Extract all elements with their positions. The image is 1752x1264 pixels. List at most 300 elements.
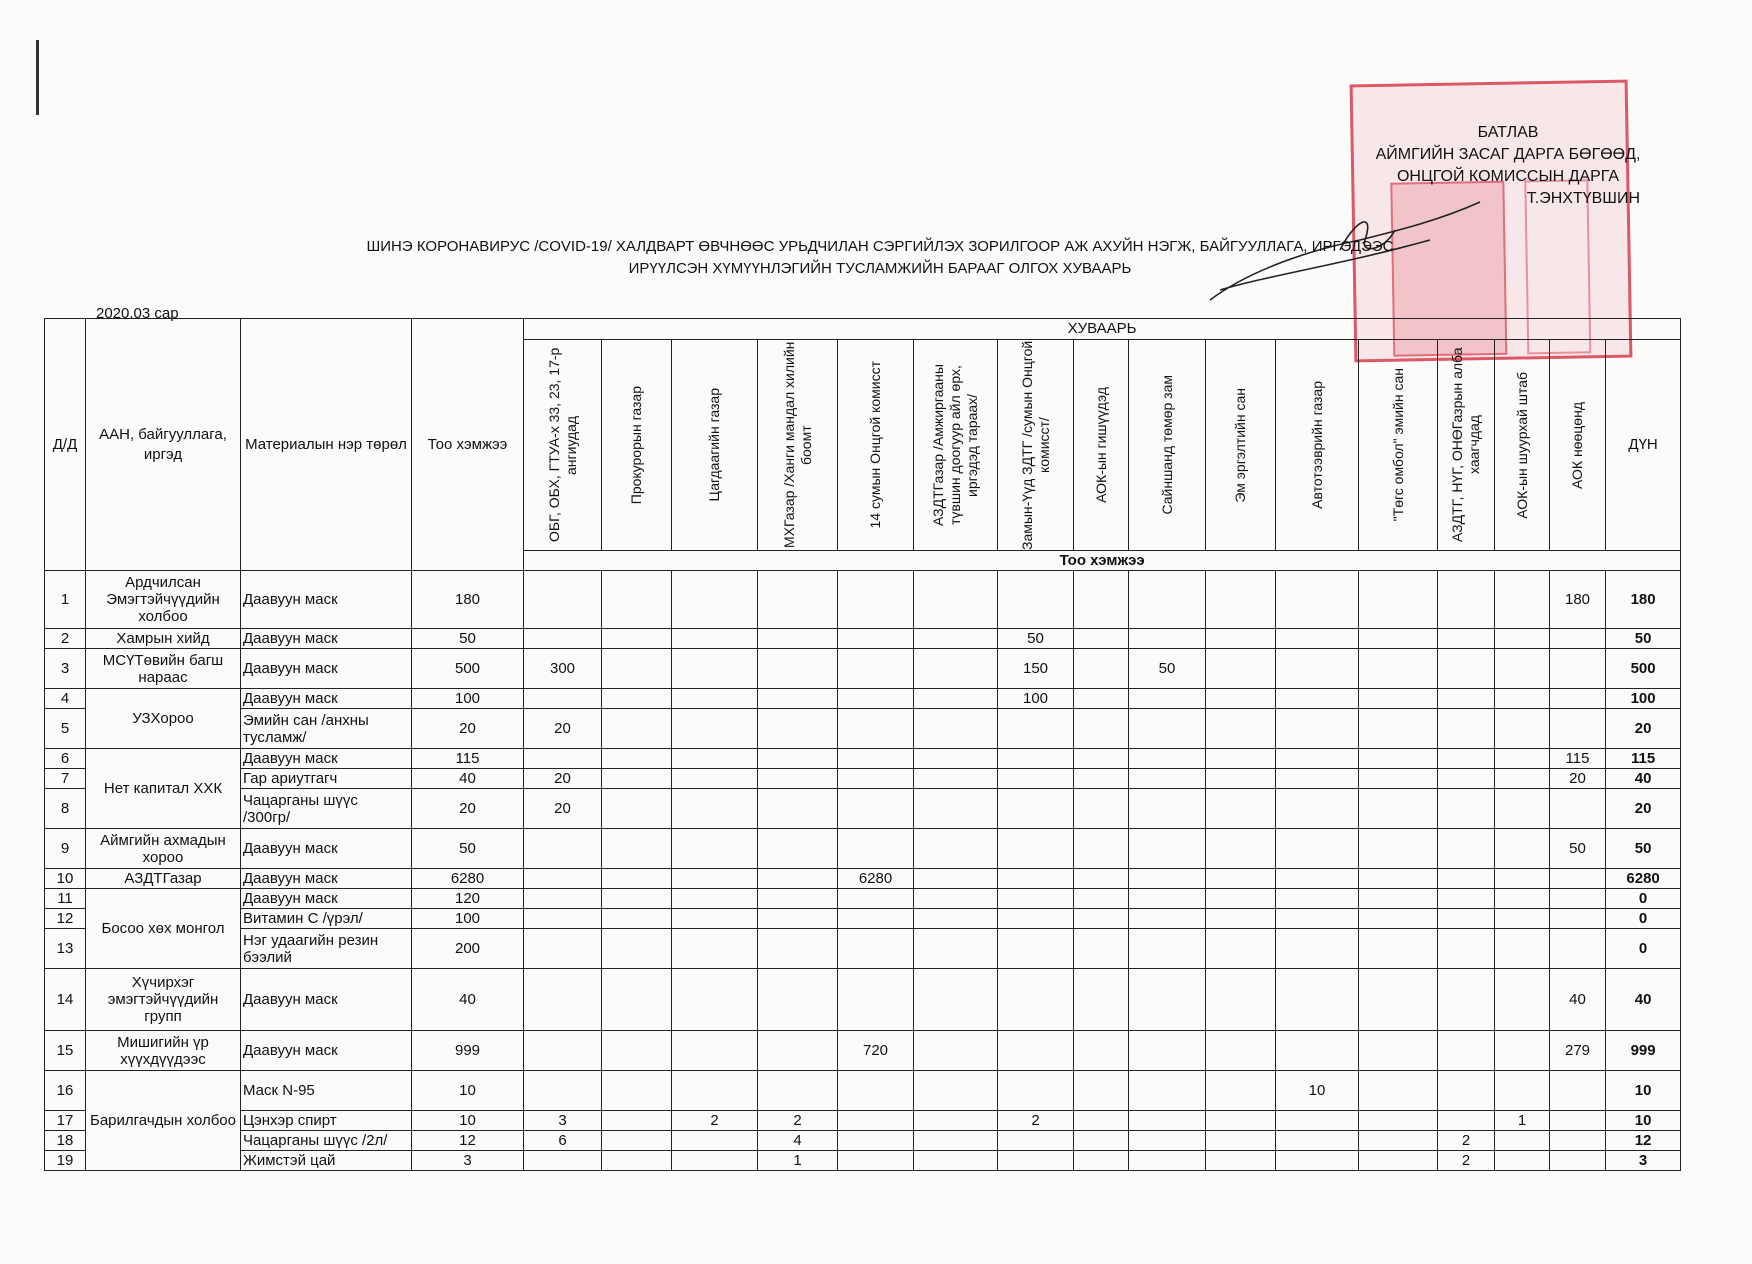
allocation-cell: [1276, 769, 1359, 789]
allocation-cell: [1438, 889, 1495, 909]
material-cell: Цэнхэр спирт: [241, 1111, 412, 1131]
table-row: [45, 889, 1681, 909]
allocation-cell: [672, 709, 758, 749]
material-cell: Даавуун маск: [241, 969, 412, 1031]
header-recipient-label: МХГазар /Ханги мандал хилийн боомт: [780, 341, 814, 549]
allocation-cell: [1438, 789, 1495, 829]
table-row: [45, 769, 1681, 789]
allocation-cell: 20: [524, 769, 602, 789]
allocation-cell: [1074, 909, 1129, 929]
allocation-cell: [672, 689, 758, 709]
allocation-cell: [1276, 709, 1359, 749]
allocation-cell: [1550, 909, 1606, 929]
allocation-cell: [1074, 929, 1129, 969]
allocation-cell: [1438, 909, 1495, 929]
allocation-cell: [914, 829, 998, 869]
total-cell: 180: [1606, 571, 1681, 629]
allocation-cell: [1276, 1031, 1359, 1071]
allocation-cell: [602, 649, 672, 689]
allocation-cell: [1495, 749, 1550, 769]
allocation-cell: [1206, 969, 1276, 1031]
allocation-cell: [758, 1031, 838, 1071]
material-cell: Даавуун маск: [241, 1031, 412, 1071]
total-cell: 50: [1606, 829, 1681, 869]
allocation-cell: [1074, 689, 1129, 709]
allocation-cell: [838, 969, 914, 1031]
total-cell: 40: [1606, 769, 1681, 789]
header-recipient-5: [838, 340, 914, 551]
allocation-cell: [1206, 889, 1276, 909]
allocation-cell: [1495, 1031, 1550, 1071]
header-recipient-8: [1074, 340, 1129, 551]
org-cell: Хамрын хийд: [86, 629, 241, 649]
allocation-cell: [672, 1071, 758, 1111]
allocation-cell: [1206, 869, 1276, 889]
allocation-cell: [758, 649, 838, 689]
allocation-cell: [1495, 571, 1550, 629]
allocation-cell: [1074, 829, 1129, 869]
allocation-cell: 720: [838, 1031, 914, 1071]
allocation-cell: [1359, 769, 1438, 789]
allocation-cell: [1129, 909, 1206, 929]
allocation-cell: [758, 571, 838, 629]
allocation-cell: 10: [1276, 1071, 1359, 1111]
allocation-cell: [1495, 929, 1550, 969]
row-number: 7: [45, 769, 86, 789]
allocation-cell: [602, 869, 672, 889]
header-recipient-3: [672, 340, 758, 551]
table-row: [45, 829, 1681, 869]
qty-cell: 100: [412, 689, 524, 709]
allocation-cell: [672, 889, 758, 909]
allocation-cell: [914, 789, 998, 829]
allocation-cell: [1438, 769, 1495, 789]
allocation-cell: [1359, 1031, 1438, 1071]
header-recipient-13: [1438, 340, 1495, 551]
allocation-cell: [1550, 889, 1606, 909]
allocation-cell: [1438, 649, 1495, 689]
allocation-cell: [1550, 869, 1606, 889]
allocation-cell: [1359, 689, 1438, 709]
allocation-cell: [1074, 889, 1129, 909]
allocation-cell: [1129, 789, 1206, 829]
header-recipient-10: [1206, 340, 1276, 551]
allocation-cell: [758, 629, 838, 649]
allocation-cell: [1206, 789, 1276, 829]
qty-cell: 40: [412, 769, 524, 789]
allocation-cell: [1206, 829, 1276, 869]
allocation-cell: [1438, 1111, 1495, 1131]
allocation-cell: [672, 769, 758, 789]
table-row: [45, 969, 1681, 1031]
allocation-cell: [998, 1071, 1074, 1111]
header-recipient-label: Прокурорын газар: [628, 385, 644, 505]
allocation-cell: 150: [998, 649, 1074, 689]
org-cell: Босоо хөх монгол: [86, 889, 241, 969]
allocation-cell: [1276, 889, 1359, 909]
allocation-cell: [998, 749, 1074, 769]
header-recipient-9: [1129, 340, 1206, 551]
header-recipient-label: АЗДТГ, НҮГ, ОНӨГазрын алба хаагчдад: [1449, 347, 1482, 543]
allocation-cell: [602, 571, 672, 629]
allocation-cell: [1074, 629, 1129, 649]
allocation-cell: [758, 909, 838, 929]
row-number: 14: [45, 969, 86, 1031]
allocation-cell: [672, 829, 758, 869]
allocation-cell: 1: [1495, 1111, 1550, 1131]
document-title: [300, 236, 1460, 280]
allocation-cell: [998, 769, 1074, 789]
org-cell: Аймгийн ахмадын хороо: [86, 829, 241, 869]
allocation-cell: [838, 689, 914, 709]
allocation-cell: [1074, 649, 1129, 689]
allocation-cell: [1074, 1031, 1129, 1071]
header-recipient-label: "Төгс омбол" эмийн сан: [1389, 368, 1406, 522]
allocation-cell: 40: [1550, 969, 1606, 1031]
allocation-cell: [914, 1151, 998, 1171]
allocation-cell: [1495, 829, 1550, 869]
allocation-cell: [1359, 1111, 1438, 1131]
qty-cell: 20: [412, 709, 524, 749]
qty-cell: 3: [412, 1151, 524, 1171]
allocation-cell: [1074, 709, 1129, 749]
allocation-cell: [1074, 1071, 1129, 1111]
allocation-cell: [838, 649, 914, 689]
allocation-cell: [758, 709, 838, 749]
table-row: [45, 629, 1681, 649]
allocation-cell: [1359, 571, 1438, 629]
table-row: [45, 869, 1681, 889]
material-cell: Даавуун маск: [241, 889, 412, 909]
allocation-cell: [914, 869, 998, 889]
allocation-cell: [524, 889, 602, 909]
allocation-cell: 20: [524, 709, 602, 749]
allocation-cell: [1495, 1131, 1550, 1151]
allocation-cell: [1359, 909, 1438, 929]
total-cell: 6280: [1606, 869, 1681, 889]
allocation-cell: [602, 709, 672, 749]
allocation-cell: [1206, 571, 1276, 629]
header-recipient-7: [998, 340, 1074, 551]
allocation-cell: [758, 689, 838, 709]
allocation-cell: [1074, 571, 1129, 629]
org-cell: Ардчилсан Эмэгтэйчүүдийн холбоо: [86, 571, 241, 629]
material-cell: Чацарганы шүүс /2л/: [241, 1131, 412, 1151]
row-number: 12: [45, 909, 86, 929]
allocation-cell: 1: [758, 1151, 838, 1171]
allocation-cell: [1495, 769, 1550, 789]
allocation-cell: [672, 789, 758, 829]
allocation-cell: [602, 769, 672, 789]
allocation-cell: [998, 929, 1074, 969]
allocation-cell: [672, 969, 758, 1031]
approval-line-2: АЙМГИЙН ЗАСАГ ДАРГА БӨГӨӨД,: [1375, 146, 1641, 163]
allocation-cell: [672, 571, 758, 629]
total-cell: 0: [1606, 929, 1681, 969]
allocation-cell: [524, 969, 602, 1031]
allocation-cell: [1129, 749, 1206, 769]
header-recipient-14: [1495, 340, 1550, 551]
allocation-cell: [838, 1151, 914, 1171]
row-number: 1: [45, 571, 86, 629]
header-sub-qty: Тоо хэмжээ: [524, 551, 1681, 571]
table-row: [45, 909, 1681, 929]
org-cell: АЗДТГазар: [86, 869, 241, 889]
allocation-cell: [838, 929, 914, 969]
allocation-cell: [914, 1071, 998, 1111]
allocation-cell: [1550, 1151, 1606, 1171]
total-cell: 0: [1606, 909, 1681, 929]
row-number: 9: [45, 829, 86, 869]
allocation-cell: [1550, 1071, 1606, 1111]
allocation-cell: [672, 1031, 758, 1071]
allocation-cell: [1206, 909, 1276, 929]
qty-cell: 50: [412, 829, 524, 869]
table-row: [45, 649, 1681, 689]
allocation-cell: [1495, 649, 1550, 689]
allocation-cell: [1074, 1151, 1129, 1171]
header-qty: Тоо хэмжээ: [412, 319, 524, 571]
allocation-cell: [524, 909, 602, 929]
allocation-cell: [1438, 969, 1495, 1031]
allocation-cell: [914, 969, 998, 1031]
row-number: 2: [45, 629, 86, 649]
title-line-1: ШИНЭ КОРОНАВИРУС /COVID-19/ ХАЛДВАРТ ӨВЧНӨӨС УРЬДЧИЛАН СЭРГИЙЛЭХ ЗОРИЛГООР АЖ АХУЙН НЭГЖ, БАЙГУУЛЛАГА, ИРГЭДЭЭС: [366, 238, 1394, 255]
allocation-cell: [758, 769, 838, 789]
table-row: [45, 749, 1681, 769]
allocation-cell: [998, 709, 1074, 749]
allocation-cell: [998, 889, 1074, 909]
total-cell: 999: [1606, 1031, 1681, 1071]
header-recipient-2: [602, 340, 672, 551]
allocation-cell: [602, 789, 672, 829]
allocation-cell: [1206, 1071, 1276, 1111]
allocation-cell: [672, 749, 758, 769]
table-row: [45, 689, 1681, 709]
allocation-cell: [838, 889, 914, 909]
allocation-cell: [1550, 709, 1606, 749]
header-total: ДҮН: [1606, 340, 1681, 551]
allocation-cell: [1276, 969, 1359, 1031]
org-cell: МСҮТөвийн багш нараас: [86, 649, 241, 689]
allocation-cell: [602, 1031, 672, 1071]
table-row: [45, 1031, 1681, 1071]
allocation-cell: 4: [758, 1131, 838, 1151]
approval-line-1: БАТЛАВ: [1477, 124, 1539, 141]
material-cell: Даавуун маск: [241, 749, 412, 769]
allocation-cell: [998, 571, 1074, 629]
allocation-cell: [524, 929, 602, 969]
allocation-cell: [1495, 889, 1550, 909]
allocation-cell: [524, 749, 602, 769]
header-recipient-label: АОК нөөцөнд: [1569, 401, 1585, 489]
allocation-cell: [1359, 749, 1438, 769]
header-recipient-label: АОК-ын гишүүдэд: [1092, 387, 1109, 503]
allocation-cell: [1129, 571, 1206, 629]
allocation-cell: [1276, 689, 1359, 709]
header-recipient-label: ОБГ, ОБХ, ГТУА-х 33, 23, 17-р ангиудад: [545, 347, 579, 543]
allocation-cell: [1206, 649, 1276, 689]
allocation-cell: [838, 789, 914, 829]
row-number: 6: [45, 749, 86, 769]
allocation-cell: [1438, 629, 1495, 649]
allocation-cell: [524, 571, 602, 629]
allocation-cell: [1359, 709, 1438, 749]
allocation-cell: [1074, 749, 1129, 769]
allocation-cell: [1074, 1131, 1129, 1151]
allocation-cell: [1129, 689, 1206, 709]
allocation-cell: [914, 749, 998, 769]
row-number: 19: [45, 1151, 86, 1171]
allocation-cell: 6280: [838, 869, 914, 889]
allocation-cell: [1438, 749, 1495, 769]
allocation-cell: [1438, 929, 1495, 969]
allocation-cell: [1129, 769, 1206, 789]
header-recipient-label: АОК-ын шуурхай штаб: [1513, 371, 1530, 519]
org-cell: УЗХороо: [86, 689, 241, 749]
allocation-cell: [758, 749, 838, 769]
header-recipient-6: [914, 340, 998, 551]
allocation-cell: 6: [524, 1131, 602, 1151]
header-material: Материалын нэр төрөл: [241, 319, 412, 571]
allocation-cell: [998, 1031, 1074, 1071]
allocation-cell: [1359, 1131, 1438, 1151]
allocation-cell: [524, 1151, 602, 1171]
allocation-cell: 2: [758, 1111, 838, 1131]
allocation-cell: [602, 689, 672, 709]
allocation-cell: [838, 1071, 914, 1111]
material-cell: Маск N-95: [241, 1071, 412, 1111]
allocation-cell: [1276, 571, 1359, 629]
header-recipient-1: [524, 340, 602, 551]
qty-cell: 50: [412, 629, 524, 649]
qty-cell: 6280: [412, 869, 524, 889]
header-recipient-label: АЗДТГазар /Амжиргааны түвшин доогуур айл өрх, иргэдэд тараах/: [930, 364, 980, 526]
schedule-table: [44, 318, 1681, 1171]
allocation-cell: [602, 1111, 672, 1131]
table-row: [45, 1071, 1681, 1111]
allocation-cell: [672, 909, 758, 929]
row-number: 13: [45, 929, 86, 969]
allocation-cell: [838, 829, 914, 869]
allocation-cell: [1438, 829, 1495, 869]
allocation-cell: [1495, 629, 1550, 649]
row-number: 10: [45, 869, 86, 889]
qty-cell: 12: [412, 1131, 524, 1151]
allocation-cell: [1074, 969, 1129, 1031]
allocation-cell: [602, 929, 672, 969]
allocation-cell: [602, 889, 672, 909]
allocation-cell: [1359, 929, 1438, 969]
allocation-cell: [1438, 1071, 1495, 1111]
allocation-cell: [602, 1071, 672, 1111]
row-number: 8: [45, 789, 86, 829]
allocation-cell: [1276, 829, 1359, 869]
allocation-cell: [758, 829, 838, 869]
allocation-cell: [758, 929, 838, 969]
allocation-cell: [1359, 629, 1438, 649]
org-cell: Нет капитал ХХК: [86, 749, 241, 829]
allocation-cell: [1438, 1031, 1495, 1071]
material-cell: Гар ариутгагч: [241, 769, 412, 789]
allocation-cell: [602, 969, 672, 1031]
header-recipient-label: Эм эргэлтийн сан: [1232, 387, 1248, 503]
allocation-cell: [1359, 889, 1438, 909]
allocation-cell: [1074, 1111, 1129, 1131]
allocation-cell: [1206, 1111, 1276, 1131]
allocation-cell: [1129, 1111, 1206, 1131]
allocation-cell: [1438, 689, 1495, 709]
allocation-cell: [1206, 1131, 1276, 1151]
header-recipient-11: [1276, 340, 1359, 551]
table-row: [45, 929, 1681, 969]
allocation-cell: [998, 969, 1074, 1031]
allocation-cell: [838, 1131, 914, 1151]
allocation-cell: 3: [524, 1111, 602, 1131]
allocation-cell: [524, 1031, 602, 1071]
allocation-cell: [602, 909, 672, 929]
header-recipient-label: Замын-Үүд ЗДТГ /сумын Онцгой комисст/: [1018, 340, 1052, 550]
allocation-cell: [914, 909, 998, 929]
row-number: 15: [45, 1031, 86, 1071]
org-cell: Хүчирхэг эмэгтэйчүүдийн групп: [86, 969, 241, 1031]
allocation-cell: [1276, 929, 1359, 969]
allocation-cell: [1206, 1151, 1276, 1171]
total-cell: 50: [1606, 629, 1681, 649]
allocation-cell: [1550, 689, 1606, 709]
allocation-cell: [914, 649, 998, 689]
allocation-cell: [838, 749, 914, 769]
material-cell: Витамин С /үрэл/: [241, 909, 412, 929]
allocation-cell: [672, 649, 758, 689]
allocation-cell: [672, 1151, 758, 1171]
header-recipient-12: [1359, 340, 1438, 551]
material-cell: Нэг удаагийн резин бээлий: [241, 929, 412, 969]
allocation-cell: [838, 571, 914, 629]
allocation-cell: [602, 629, 672, 649]
material-cell: Даавуун маск: [241, 649, 412, 689]
header-recipient-label: Цагдаагийн газар: [706, 388, 722, 502]
org-cell: Мишигийн үр хүүхдүүдээс: [86, 1031, 241, 1071]
allocation-cell: [1276, 749, 1359, 769]
material-cell: Даавуун маск: [241, 829, 412, 869]
allocation-cell: [1276, 649, 1359, 689]
material-cell: Даавуун маск: [241, 629, 412, 649]
qty-cell: 120: [412, 889, 524, 909]
allocation-cell: [1438, 709, 1495, 749]
allocation-cell: [838, 709, 914, 749]
allocation-cell: [914, 1131, 998, 1151]
allocation-cell: 20: [524, 789, 602, 829]
table-row: [45, 1131, 1681, 1151]
row-number: 17: [45, 1111, 86, 1131]
allocation-cell: [1276, 1131, 1359, 1151]
allocation-cell: [914, 929, 998, 969]
material-cell: Даавуун маск: [241, 689, 412, 709]
material-cell: Чацарганы шүүс /300гр/: [241, 789, 412, 829]
allocation-cell: [1495, 1151, 1550, 1171]
qty-cell: 10: [412, 1111, 524, 1131]
header-org: ААН, байгууллага, иргэд: [86, 319, 241, 571]
allocation-cell: 2: [1438, 1131, 1495, 1151]
allocation-cell: [524, 869, 602, 889]
allocation-cell: [1276, 909, 1359, 929]
allocation-cell: [1206, 1031, 1276, 1071]
allocation-cell: [1129, 929, 1206, 969]
qty-cell: 500: [412, 649, 524, 689]
allocation-cell: [1129, 629, 1206, 649]
allocation-cell: [1550, 629, 1606, 649]
